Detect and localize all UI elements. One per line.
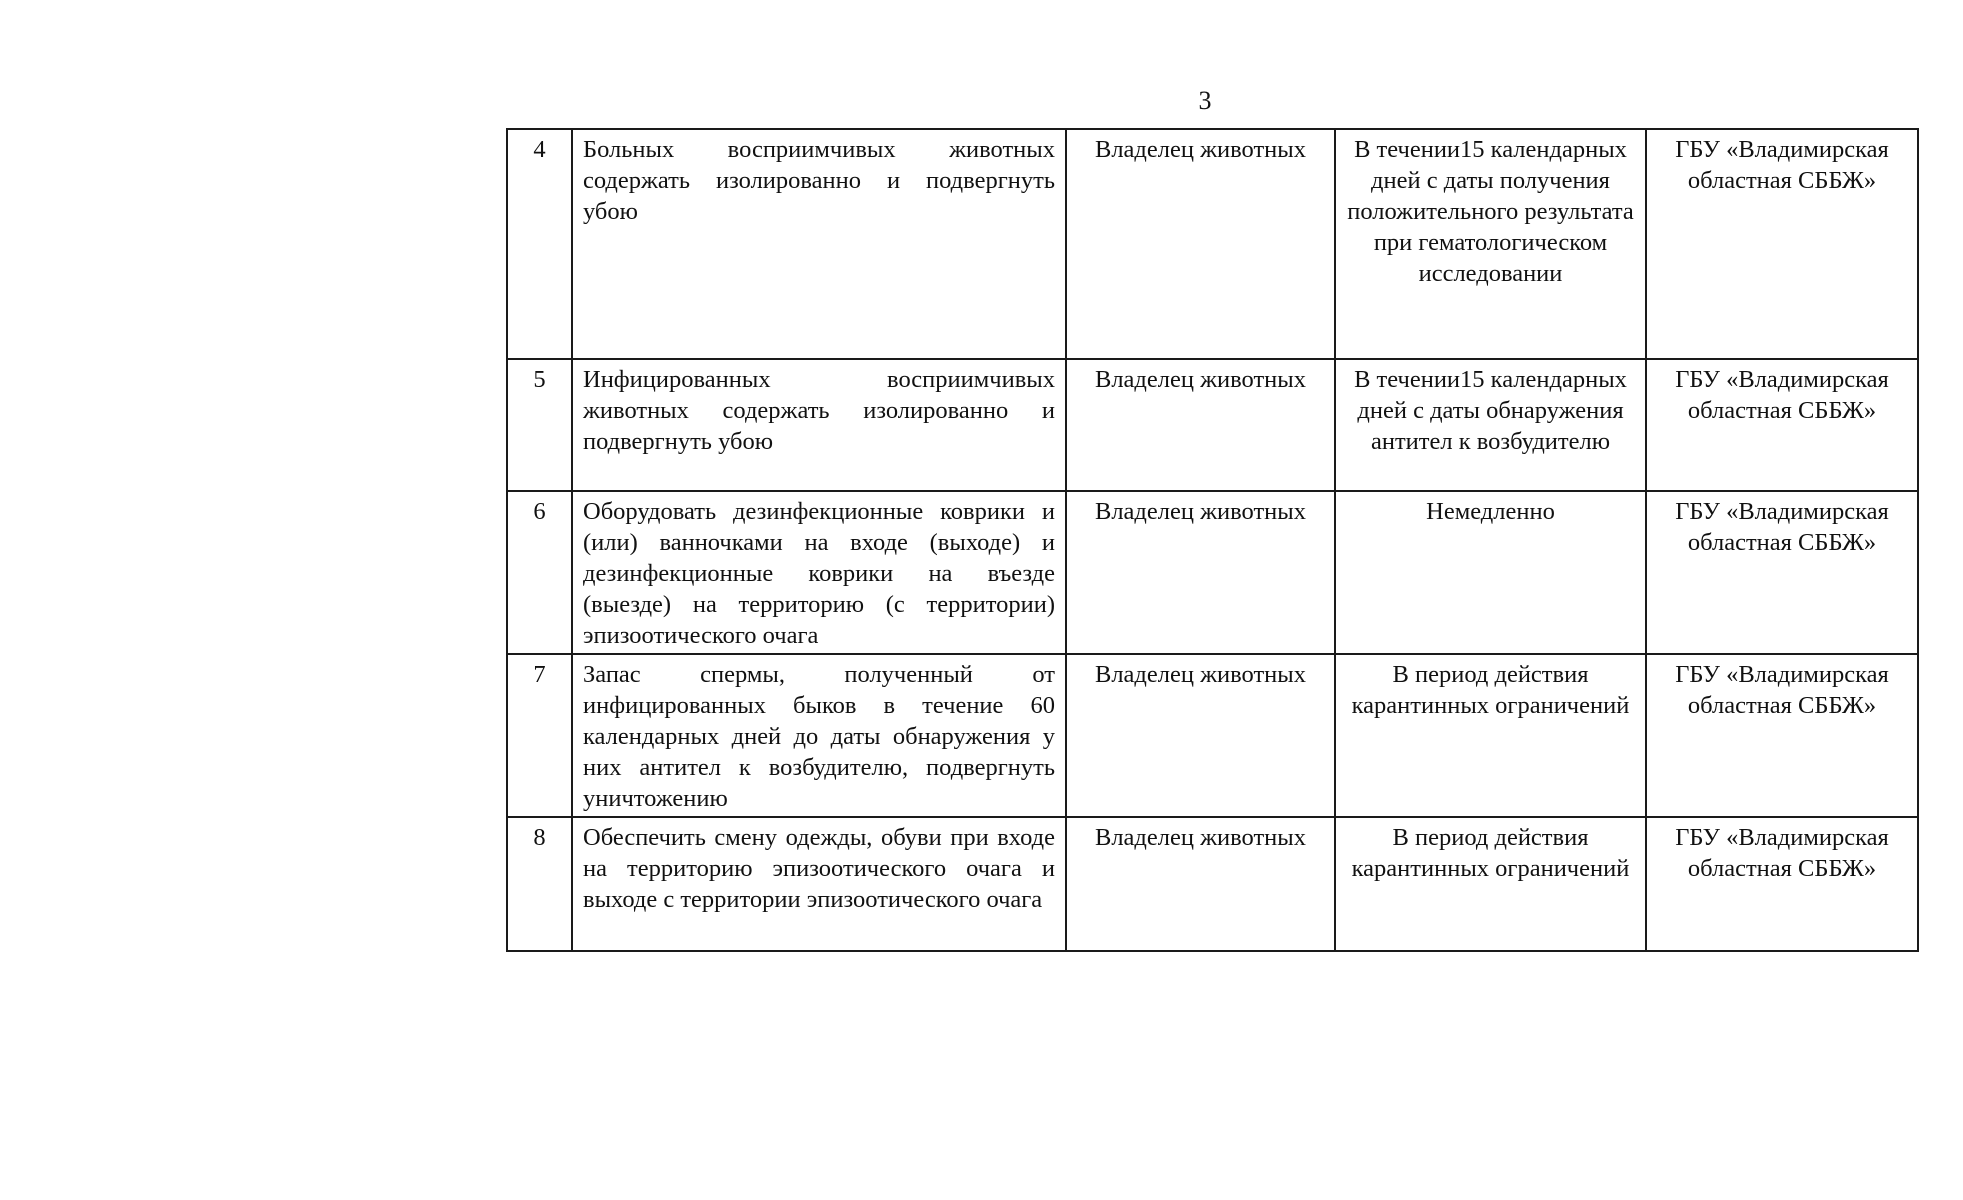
table-row <box>507 817 1918 951</box>
term-cell: В период действия карантинных ограничений <box>1335 817 1646 951</box>
measure-text: Инфицированных восприимчивых животных содержать изолированно и подвергнуть убою <box>572 359 1066 491</box>
term-cell: Немедленно <box>1335 491 1646 654</box>
measure-text: Запас спермы, полученный от инфицированных быков в течение 60 календарных дней до даты обнаружения у них антител к возбудителю, подвергнуть уничтожению <box>572 654 1066 817</box>
measures-table <box>506 128 1919 952</box>
table-row <box>507 491 1918 654</box>
measure-text: Обеспечить смену одежды, обуви при входе на территорию эпизоотического очага и выходе с территории эпизоотического очага <box>572 817 1066 951</box>
responsible-cell: ГБУ «Владимирская областная СББЖ» <box>1646 359 1918 491</box>
executor-cell: Владелец животных <box>1066 129 1335 359</box>
row-number: 5 <box>507 359 572 491</box>
executor-cell: Владелец животных <box>1066 654 1335 817</box>
term-cell: В течении15 календарных дней с даты получения положительного результата при гематологическом исследовании <box>1335 129 1646 359</box>
row-number: 7 <box>507 654 572 817</box>
page-number: 3 <box>1198 86 1212 115</box>
executor-cell: Владелец животных <box>1066 817 1335 951</box>
table-row <box>507 129 1918 359</box>
responsible-cell: ГБУ «Владимирская областная СББЖ» <box>1646 817 1918 951</box>
row-number: 8 <box>507 817 572 951</box>
measure-text: Оборудовать дезинфекционные коврики и (или) ванночками на входе (выходе) и дезинфекционные коврики на въезде (выезде) на территорию (с территории) эпизоотического очага <box>572 491 1066 654</box>
table-row <box>507 359 1918 491</box>
row-number: 4 <box>507 129 572 359</box>
responsible-cell: ГБУ «Владимирская областная СББЖ» <box>1646 129 1918 359</box>
responsible-cell: ГБУ «Владимирская областная СББЖ» <box>1646 654 1918 817</box>
table-row <box>507 654 1918 817</box>
responsible-cell: ГБУ «Владимирская областная СББЖ» <box>1646 491 1918 654</box>
executor-cell: Владелец животных <box>1066 359 1335 491</box>
term-cell: В течении15 календарных дней с даты обнаружения антител к возбудителю <box>1335 359 1646 491</box>
measure-text: Больных восприимчивых животных содержать изолированно и подвергнуть убою <box>572 129 1066 359</box>
term-cell: В период действия карантинных ограничений <box>1335 654 1646 817</box>
executor-cell: Владелец животных <box>1066 491 1335 654</box>
row-number: 6 <box>507 491 572 654</box>
